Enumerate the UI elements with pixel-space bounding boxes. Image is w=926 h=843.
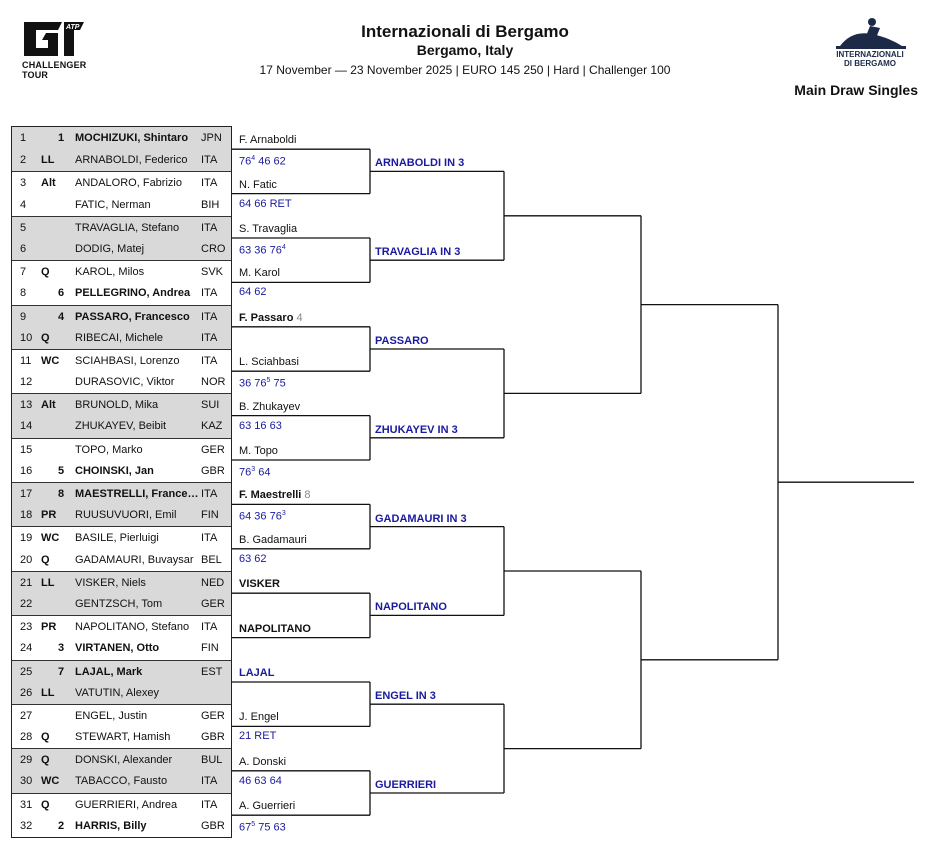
entry-type: Alt <box>41 177 56 190</box>
player-country: JPN <box>201 132 222 144</box>
round1-winner[interactable]: B. Gadamauri <box>239 533 307 546</box>
draw-number: 6 <box>20 242 27 255</box>
player-name[interactable]: GUERRIERI, Andrea <box>75 798 178 811</box>
draw-number: 10 <box>20 331 33 344</box>
round1-winner[interactable]: NAPOLITANO <box>239 622 311 635</box>
round2-winner[interactable]: NAPOLITANO <box>375 601 447 614</box>
player-country: FIN <box>201 642 219 655</box>
round1-score: 46 63 64 <box>239 774 282 787</box>
player-country: ITA <box>201 621 218 634</box>
draw-number: 32 <box>20 819 33 832</box>
player-country: ITA <box>201 532 218 545</box>
round2-winner[interactable]: ENGEL IN 3 <box>375 690 436 703</box>
round1-score: $76^3$ 64 <box>239 466 271 479</box>
player-name[interactable]: GADAMAURI, Buvaysar <box>75 553 194 566</box>
player-name[interactable]: VATUTIN, Alexey <box>75 686 159 699</box>
draw-number: 22 <box>20 597 33 610</box>
seed-number: 5 <box>58 464 65 477</box>
player-name[interactable]: VIRTANEN, Otto <box>75 642 160 655</box>
player-country: BUL <box>201 754 223 767</box>
round1-winner[interactable]: J. Engel <box>239 711 279 724</box>
player-country: KAZ <box>201 420 223 433</box>
draw-number: 19 <box>20 532 33 545</box>
player-country: NOR <box>201 376 226 389</box>
round1-score: $76^4$ 46 62 <box>239 155 286 168</box>
player-name[interactable]: DONSKI, Alexander <box>75 754 173 767</box>
player-name[interactable]: GENTZSCH, Tom <box>75 597 163 610</box>
player-name[interactable]: STEWART, Hamish <box>75 731 171 744</box>
round1-winner[interactable]: F. Passaro 4 <box>239 311 303 324</box>
player-country: EST <box>201 665 223 678</box>
player-country: ITA <box>201 221 218 234</box>
draw-number: 26 <box>20 686 33 699</box>
player-country: SUI <box>201 399 220 412</box>
entry-type: WC <box>41 354 60 367</box>
player-country: ITA <box>201 354 218 367</box>
draw-number: 28 <box>20 731 33 744</box>
seed-number: 7 <box>58 665 65 678</box>
round1-winner[interactable]: F. Maestrelli 8 <box>239 489 311 502</box>
player-country: GBR <box>201 731 225 744</box>
entry-type: Q <box>41 798 50 811</box>
draw-number: 23 <box>20 621 33 634</box>
draw-number: 24 <box>20 642 33 655</box>
entry-type: WC <box>41 775 60 788</box>
entry-type: Alt <box>41 399 56 412</box>
player-country: GER <box>201 443 225 456</box>
player-name[interactable]: ENGEL, Justin <box>75 709 148 722</box>
player-country: ITA <box>201 775 218 788</box>
draw-number: 13 <box>20 399 33 412</box>
round2-winner[interactable]: PASSARO <box>375 335 429 347</box>
player-country: ITA <box>201 154 218 167</box>
tournament-title: Internazionali di Bergamo <box>361 22 569 41</box>
round1-score: 63 16 63 <box>239 419 282 432</box>
entry-type: PR <box>41 509 57 522</box>
round1-winner[interactable]: A. Donski <box>239 755 287 768</box>
round1-score: 64 36 $76^3$ <box>239 510 286 524</box>
round1-winner[interactable]: S. Travaglia <box>239 223 298 235</box>
player-country: ITA <box>201 798 218 811</box>
player-name[interactable]: HARRIS, Billy <box>75 819 147 832</box>
draw-number: 31 <box>20 798 33 811</box>
round1-score: 63 36 $76^4$ <box>239 244 286 257</box>
player-name[interactable]: KAROL, Milos <box>75 266 145 279</box>
player-name[interactable]: FATIC, Nerman <box>75 198 151 211</box>
player-name[interactable]: LAJAL, Mark <box>75 665 143 678</box>
player-name[interactable]: ANDALORO, Fabrizio <box>75 177 182 190</box>
draw-number: 20 <box>20 553 33 566</box>
draw-number: 25 <box>20 665 33 678</box>
draw-number: 17 <box>20 488 33 500</box>
player-country: NED <box>201 576 225 589</box>
player-country: BIH <box>201 198 220 211</box>
seed-number: 3 <box>58 642 65 655</box>
player-name[interactable]: SCIAHBASI, Lorenzo <box>75 354 180 367</box>
draw-number: 7 <box>20 266 27 279</box>
draw-number: 2 <box>20 154 27 167</box>
entry-type: LL <box>41 576 55 589</box>
round1-winner[interactable]: A. Guerrieri <box>239 800 296 813</box>
seed-number: 4 <box>58 310 65 323</box>
player-name[interactable]: BASILE, Pierluigi <box>75 532 159 545</box>
round2-winner[interactable]: ZHUKAYEV IN 3 <box>375 423 458 436</box>
round1-winner[interactable]: M. Karol <box>239 267 280 280</box>
round2-winner[interactable]: TRAVAGLIA IN 3 <box>375 246 461 259</box>
round1-score: 63 62 <box>239 552 267 565</box>
player-name[interactable]: MAESTRELLI, France… <box>75 488 199 500</box>
player-name[interactable]: PASSARO, Francesco <box>75 310 190 323</box>
player-name[interactable]: ARNABOLDI, Federico <box>75 154 188 167</box>
player-name[interactable]: PELLEGRINO, Andrea <box>75 287 191 300</box>
draw-number: 12 <box>20 376 33 389</box>
entry-type: Q <box>41 731 50 744</box>
round2-winner[interactable]: GUERRIERI <box>375 779 437 791</box>
entry-type: LL <box>41 686 55 699</box>
player-country: CRO <box>201 242 226 255</box>
draw-number: 8 <box>20 287 27 300</box>
player-name[interactable]: MOCHIZUKI, Shintaro <box>75 132 189 144</box>
player-name[interactable]: TOPO, Marko <box>75 443 143 456</box>
round1-winner[interactable]: LAJAL <box>239 667 275 679</box>
player-country: BEL <box>201 553 222 566</box>
player-name[interactable]: BRUNOLD, Mika <box>75 399 159 412</box>
player-name[interactable]: DURASOVIC, Viktor <box>75 376 175 389</box>
round1-score: 64 62 <box>239 286 267 299</box>
challenger-tour-text: CHALLENGER TOUR <box>22 60 87 80</box>
player-name[interactable]: DODIG, Matej <box>75 242 145 255</box>
draw-type-label: Main Draw Singles <box>794 82 918 98</box>
atp-mark: ATP <box>66 24 80 31</box>
draw-number: 5 <box>20 221 27 234</box>
player-country: GER <box>201 597 225 610</box>
draw-number: 4 <box>20 198 27 211</box>
round2-winner[interactable]: ARNABOLDI IN 3 <box>375 157 465 170</box>
player-country: ITA <box>201 331 218 344</box>
player-name[interactable]: NAPOLITANO, Stefano <box>75 621 190 634</box>
draw-number: 18 <box>20 509 33 522</box>
seed-number: 2 <box>58 819 65 832</box>
player-country: GER <box>201 709 225 722</box>
round1-winner[interactable]: VISKER <box>239 578 280 591</box>
round1-winner[interactable]: F. Arnaboldi <box>239 134 297 147</box>
player-name[interactable]: TRAVAGLIA, Stefano <box>75 221 180 234</box>
player-name[interactable]: ZHUKAYEV, Beibit <box>75 420 167 433</box>
player-country: GBR <box>201 464 225 477</box>
player-country: ITA <box>201 310 218 323</box>
event-logo-text: INTERNAZIONALI DI BERGAMO <box>836 50 904 68</box>
entry-type: Q <box>41 754 50 767</box>
round2-winner[interactable]: GADAMAURI IN 3 <box>375 512 467 525</box>
player-country: GBR <box>201 819 225 832</box>
player-country: ITA <box>201 287 218 300</box>
player-name[interactable]: CHOINSKI, Jan <box>75 464 154 477</box>
seed-number: 6 <box>58 287 65 300</box>
draw-number: 29 <box>20 754 33 767</box>
entry-type: Q <box>41 331 50 344</box>
draw-number: 9 <box>20 310 27 323</box>
entry-type: LL <box>41 154 55 167</box>
tournament-details: 17 November — 23 November 2025 | EURO 145 250 | Hard | Challenger 100 <box>259 63 671 77</box>
winner-seed: 8 <box>304 489 311 502</box>
draw-number: 15 <box>20 443 33 456</box>
draw-number: 30 <box>20 775 33 788</box>
tournament-location: Bergamo, Italy <box>416 42 514 58</box>
player-name[interactable]: VISKER, Niels <box>75 576 146 589</box>
round1-score: $67^5$ 75 63 <box>239 821 286 834</box>
entry-type: PR <box>41 621 57 634</box>
entry-type: WC <box>41 532 60 545</box>
round1-winner[interactable]: L. Sciahbasi <box>239 356 299 369</box>
winner-seed: 4 <box>296 311 303 324</box>
draw-number: 1 <box>20 132 27 144</box>
round1-score: 36 $76^5$ 75 <box>239 377 286 390</box>
draw-number: 21 <box>20 576 33 589</box>
draw-number: 27 <box>20 709 33 722</box>
entry-type: Q <box>41 553 50 566</box>
round1-winner[interactable]: M. Topo <box>239 445 278 457</box>
seed-number: 8 <box>58 488 65 500</box>
draw-number: 16 <box>20 464 33 477</box>
player-name[interactable]: RUUSUVUORI, Emil <box>75 509 177 522</box>
entry-type: Q <box>41 266 50 279</box>
round1-winner[interactable]: B. Zhukayev <box>239 400 301 413</box>
round1-winner[interactable]: N. Fatic <box>239 178 277 191</box>
player-country: SVK <box>201 266 224 279</box>
player-name[interactable]: TABACCO, Fausto <box>75 775 168 788</box>
player-name[interactable]: RIBECAI, Michele <box>75 331 164 344</box>
player-country: ITA <box>201 177 218 190</box>
draw-number: 11 <box>20 354 32 367</box>
draw-number: 3 <box>20 177 27 190</box>
round1-score: 64 66 RET <box>239 197 292 210</box>
player-country: ITA <box>201 488 218 500</box>
seed-number: 1 <box>58 132 65 144</box>
draw-number: 14 <box>20 420 33 433</box>
round1-score: 21 RET <box>239 730 277 743</box>
player-country: FIN <box>201 509 219 522</box>
